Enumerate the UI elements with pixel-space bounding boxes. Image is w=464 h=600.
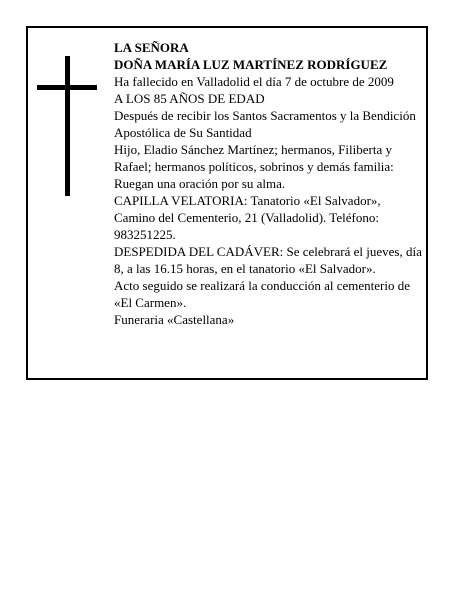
burial-info: Acto seguido se realizará la conducción al cementerio de «El Carmen». <box>114 278 410 310</box>
obituary-text <box>114 39 424 328</box>
cross-icon <box>37 56 97 196</box>
farewell-info: DESPEDIDA DEL CADÁVER: Se celebrará el jueves, día 8, a las 16.15 horas, en el tanatorio «El Salvador». <box>114 244 422 276</box>
funeral-home: Funeraria «Castellana» <box>114 312 235 327</box>
prayer-request: Ruegan una oración por su alma. <box>114 176 286 191</box>
deceased-name: DOÑA MARÍA LUZ MARTÍNEZ RODRÍGUEZ <box>114 57 388 72</box>
cross-horizontal-bar <box>37 85 97 90</box>
notice-title: LA SEÑORA <box>114 40 189 55</box>
cross-vertical-bar <box>65 56 70 196</box>
death-statement: Ha fallecido en Valladolid el día 7 de octubre de 2009 <box>114 74 394 89</box>
age-statement: A LOS 85 AÑOS DE EDAD <box>114 91 265 106</box>
sacraments-statement: Después de recibir los Santos Sacramentos y la Bendición Apostólica de Su Santidad <box>114 108 416 140</box>
family-statement: Hijo, Eladio Sánchez Martínez; hermanos, Filiberta y Rafael; hermanos políticos, sobrinos y demás familia: <box>114 142 394 174</box>
chapel-info: CAPILLA VELATORIA: Tanatorio «El Salvador», Camino del Cementerio, 21 (Valladolid). Teléfono: 983251225. <box>114 193 381 242</box>
